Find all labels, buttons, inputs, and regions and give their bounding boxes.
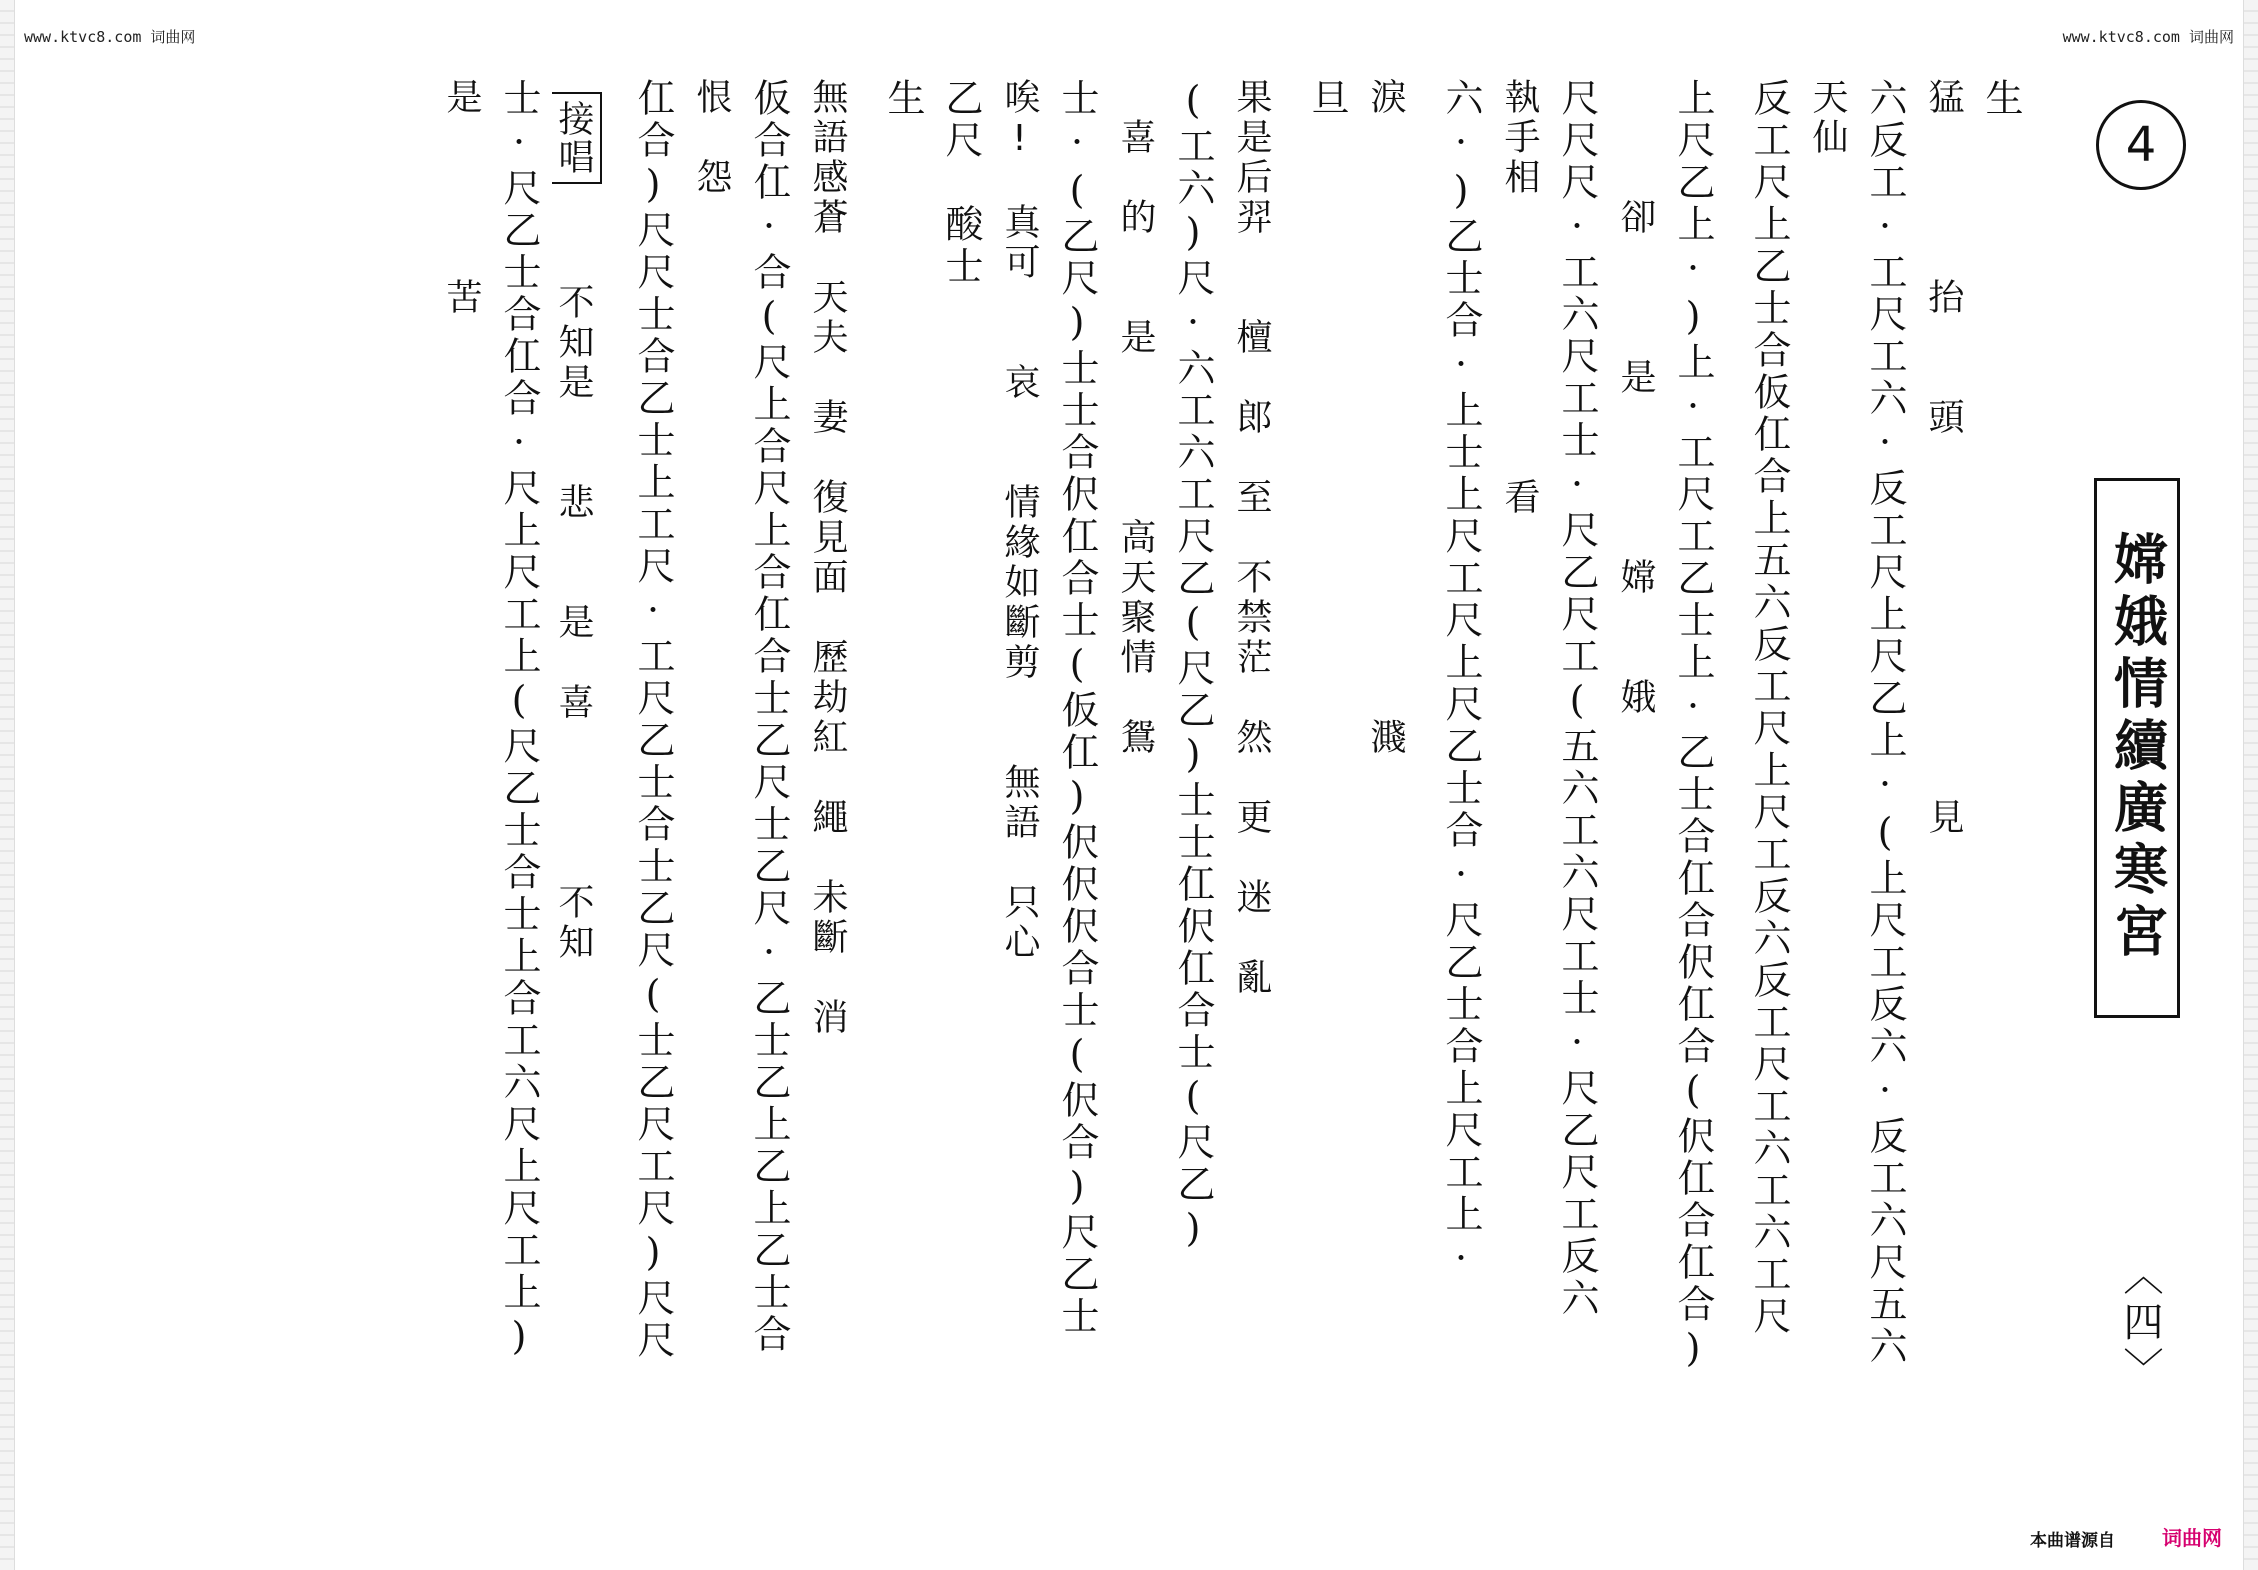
part-label: 〈四〉 — [2117, 1255, 2163, 1393]
lyric-column — [1802, 78, 1852, 1478]
lyric-column — [1918, 78, 1968, 1478]
lyric-column — [1360, 78, 1410, 1478]
role-label-sheng-2: 生 — [881, 78, 925, 120]
lyric-column — [436, 78, 486, 1478]
score-column — [1302, 78, 1352, 1478]
score-column — [744, 78, 794, 1478]
notation-line: 乙尺 酸士 — [939, 78, 983, 288]
right-binding-strip — [2243, 0, 2258, 1570]
lyric-column — [802, 78, 852, 1478]
lyric-line: 卻 是 嫦 娥 — [1615, 78, 1656, 718]
score-column — [1168, 78, 1218, 1478]
role-label-sheng: 生 — [1979, 78, 2023, 120]
score-column — [494, 78, 544, 1478]
header-url-left[interactable]: www.ktvc8.com 词曲网 — [24, 28, 196, 46]
notation-line: 六反工·工尺工六·反工尺上尺乙上·(上尺工反六·反工六尺五六 — [1863, 78, 1907, 1368]
notation-line: 仜合)尺尺士合乙士上工尺·工尺乙士合士乙尺(士乙尺工尺)尺尺 — [631, 78, 675, 1362]
score-column — [1860, 78, 1910, 1478]
title-box — [2094, 478, 2180, 1018]
score-column — [1668, 78, 1718, 1478]
lyric-column — [1610, 78, 1660, 1478]
lyric-column — [686, 78, 736, 1478]
lyric-column — [1494, 78, 1544, 1478]
lyric-column — [552, 78, 602, 1478]
role-label-dan: 旦 — [1305, 78, 1349, 120]
lyric-line: 唉! 真可 哀 情緣如斷剪 無語 只心 — [999, 78, 1040, 963]
lyric-line: 恨 怨 — [691, 78, 732, 198]
notation-line: 仮合仜·合(尺上合尺上合仜合士乙尺士乙尺·乙士乙上乙上乙士合 — [747, 78, 791, 1356]
score-column — [628, 78, 678, 1478]
lyric-line: 不知是 悲 是 喜 不知 — [553, 243, 594, 963]
song-title: 嫦娥情續廣寒宮 — [2105, 531, 2169, 965]
page-number: 4 — [2096, 100, 2186, 190]
notation-line: 上尺乙上·)上·工尺工乙士上·乙士合仜合伬仜合(伬仜合仜合) — [1671, 78, 1715, 1374]
lyric-line: 天仙 — [1807, 78, 1848, 158]
lyric-column — [1226, 78, 1276, 1478]
section-label-jiechang-3: 接唱 — [552, 92, 602, 184]
score-column — [1976, 78, 2026, 1478]
lyric-line: 猛 抬 頭 見 — [1923, 78, 1964, 838]
lyric-column — [1110, 78, 1160, 1478]
footer-source-text: 本曲谱源自 — [2030, 1531, 2115, 1551]
notation-line: 士·(乙尺)士士合伬仜合士(仮仜)伬伬伬合士(伬合)尺乙士 — [1055, 78, 1099, 1338]
notation-line: 反工尺上乙士合仮仜合上五六反工尺上尺工反六反工尺工六工六工尺 — [1747, 78, 1791, 1338]
footer-brand-logo[interactable]: 词曲网 — [2162, 1526, 2222, 1550]
notation-line: 尺尺尺·工六尺工士·尺乙尺工(五六工六尺工士·尺乙尺工反六 — [1555, 78, 1599, 1320]
lyric-line: 執手相 看 — [1499, 78, 1540, 518]
lyric-line: 是 苦 — [441, 78, 482, 318]
lyric-line: 果是后羿 檀 郎 至 不禁茫 然 更 迷 亂 — [1231, 78, 1272, 998]
notation-line: 士·尺乙士合仜合·尺上尺工上(尺乙士合士上合工六尺上尺工上) — [497, 78, 541, 1362]
notation-line: 六·)乙士合·上士上尺工尺上尺乙士合·尺乙士合上尺工上· — [1439, 78, 1483, 1284]
lyric-line: 無語感蒼 天夫 妻 復見面 歷劫紅 繩 未斷 消 — [807, 78, 848, 1038]
notation-line: (工六)尺·六工六工尺乙(尺乙)士士仜伬仜合士(尺乙) — [1171, 78, 1215, 1254]
lyric-column — [994, 78, 1044, 1478]
score-column — [1052, 78, 1102, 1478]
lyric-line: 淚 濺 — [1365, 78, 1406, 758]
score-column — [878, 78, 928, 1478]
lyric-line: 喜 的 是 高天聚情 鴛 — [1115, 78, 1156, 758]
score-column — [1436, 78, 1486, 1478]
score-column — [936, 78, 986, 1478]
left-binding-strip — [0, 0, 15, 1570]
score-column — [1744, 78, 1794, 1478]
header-url-right[interactable]: www.ktvc8.com 词曲网 — [2062, 28, 2234, 46]
score-column — [1552, 78, 1602, 1478]
score-body — [428, 78, 2026, 1478]
